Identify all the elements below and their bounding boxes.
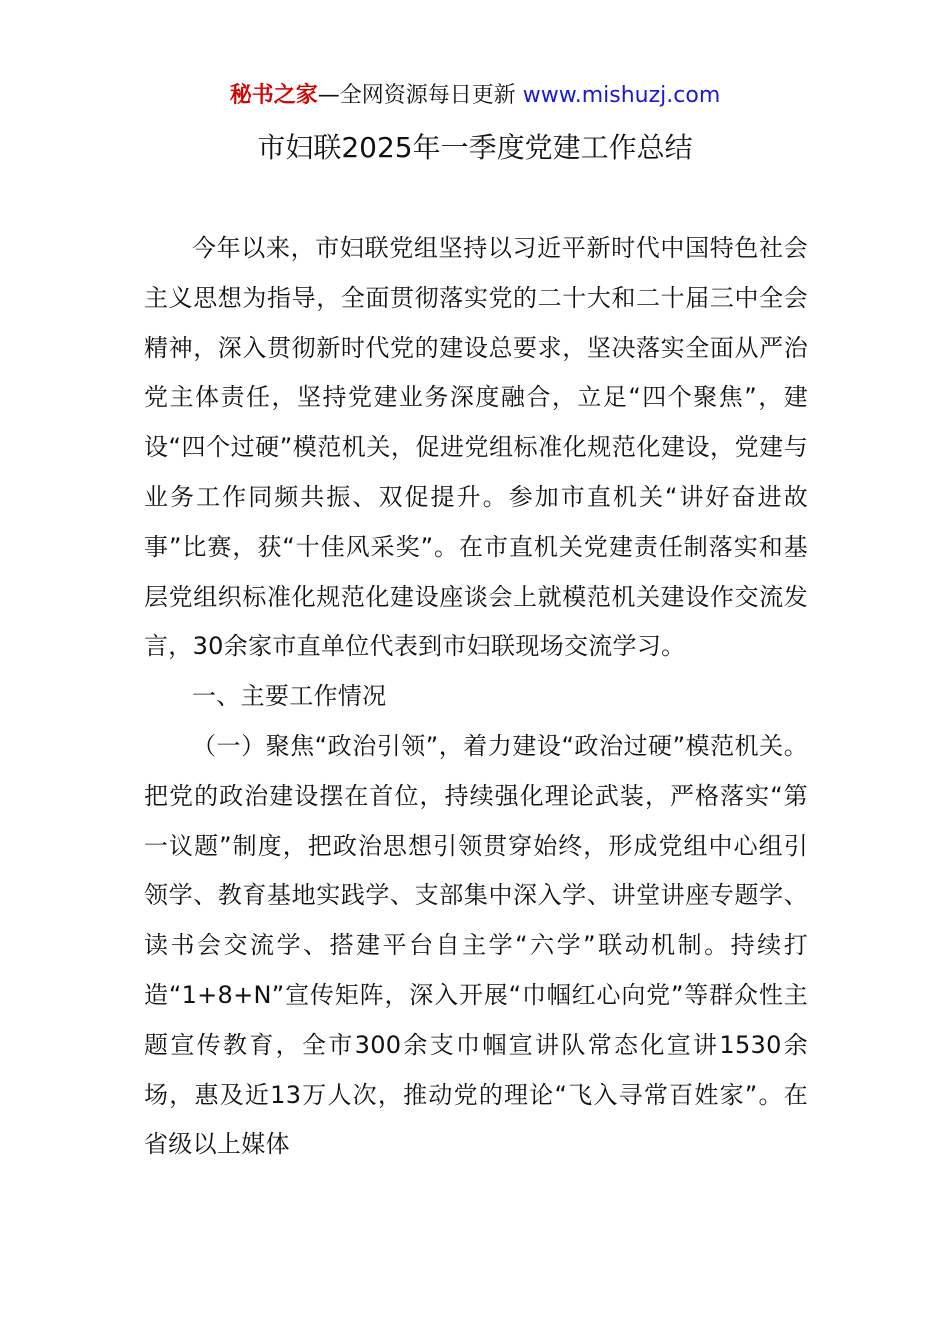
intro-paragraph: 今年以来，市妇联党组坚持以习近平新时代中国特色社会主义思想为指导，全面贯彻落实党的二十大和二十届三中全会精神，深入贯彻新时代党的建设总要求，坚决落实全面从严治党主体责任，坚持党建业务深度融合，立足“四个聚焦”，建设“四个过硬”模范机关，促进党组标准化规范化建设，党建与业务工作同频共振、双促提升。参加市直机关“讲好奋进故事”比赛，获“十佳风采奖”。在市直机关党建责任制落实和基层党组织标准化规范化建设座谈会上就模范机关建设作交流发言，30余家市直单位代表到市妇联现场交流学习。	[144, 234, 808, 661]
site-tagline: —全网资源每日更新	[317, 83, 516, 108]
document-title: 市妇联2025年一季度党建工作总结	[257, 131, 693, 164]
section-heading: 一、主要工作情况	[192, 682, 387, 711]
document-body	[144, 224, 808, 1170]
site-header	[0, 80, 950, 112]
site-brand: 秘书之家	[229, 83, 318, 108]
body-paragraph: （一）聚焦“政治引领”，着力建设“政治过硬”模范机关。把党的政治建设摆在首位，持续强化理论武装，严格落实“第一议题”制度，把政治思想引领贯穿始终，形成党组中心组引领学、教育基地实践学、支部集中深入学、讲堂讲座专题学、读书会交流学、搭建平台自主学“六学”联动机制。持续打造“1+8+N”宣传矩阵，深入开展“巾帼红心向党”等群众性主题宣传教育，全市300余支巾帼宣讲队常态化宣讲1530余场，惠及近13万人次，推动党的理论“飞入寻常百姓家”。在省级以上媒体	[144, 731, 809, 1159]
site-url-link[interactable]: www.mishuzj.com	[522, 83, 721, 108]
